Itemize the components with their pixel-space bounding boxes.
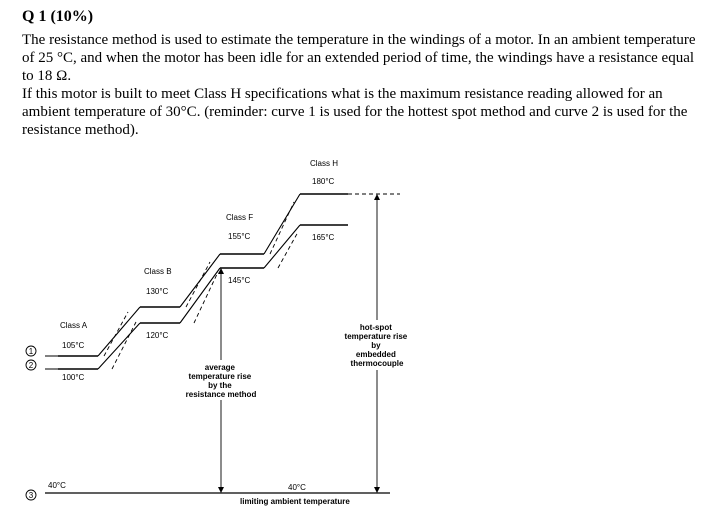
class-a-resistance-temp: 100°C (62, 373, 85, 382)
insulation-class-diagram (0, 150, 709, 517)
curve-1-segments (45, 194, 300, 356)
class-f-resistance-temp: 145°C (228, 276, 251, 285)
ambient-mid-temp: 40°C (288, 483, 306, 492)
ambient-left-temp: 40°C (48, 481, 66, 490)
class-a-name: Class A (60, 321, 88, 330)
question-text (22, 31, 702, 139)
curve-marker-2 (26, 360, 36, 370)
class-h-hotspot-temp: 180°C (312, 177, 335, 186)
class-f-name: Class F (226, 213, 254, 222)
curve-marker-3 (26, 490, 36, 500)
class-b-name: Class B (144, 267, 172, 276)
class-f-hotspot-temp: 155°C (228, 232, 251, 241)
class-h-name: Class H (310, 159, 339, 168)
svg-text:2: 2 (28, 361, 34, 370)
question-title: Q 1 (10%) (22, 8, 94, 25)
hotspot-label: hot-spot temperature rise by embedded thermocouple (344, 323, 408, 368)
class-h-resistance-temp: 165°C (312, 233, 335, 242)
curve-marker-1 (26, 346, 36, 356)
class-b-hotspot-temp: 130°C (146, 287, 169, 296)
question-paragraph-2: If this motor is built to meet Class H specifications what is the maximum resistance reading allowed for an ambient temperature of 30°C. (reminder: curve 1 is used for the hottest spot method and curve 2 is used for the resistance method). (22, 86, 688, 138)
svg-text:3: 3 (28, 491, 34, 500)
svg-text:1: 1 (28, 347, 34, 356)
class-b-resistance-temp: 120°C (146, 331, 169, 340)
avg-rise-label: average temperature rise by the resistance method (185, 363, 257, 399)
question-paragraph-1: The resistance method is used to estimate the temperature in the windings of a motor. In an ambient temperature of 25 °C, and when the motor has been idle for an extended period of time, the windings have a resistance equal to 18 Ω. (22, 32, 696, 84)
ambient-label: limiting ambient temperature (240, 497, 350, 506)
class-a-hotspot-temp: 105°C (62, 341, 85, 350)
